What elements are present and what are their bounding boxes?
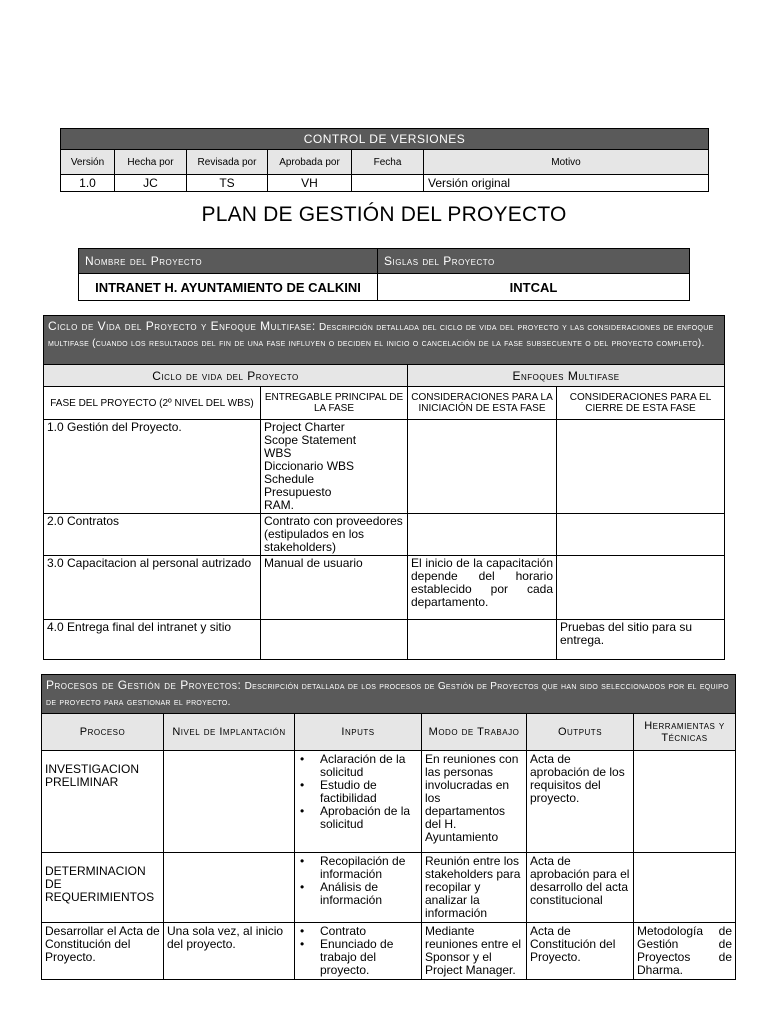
processes-table: [41, 674, 736, 980]
col-cierre: CONSIDERACIONES PARA EL CIERRE DE ESTA FASE: [557, 387, 725, 420]
deliverable-item: Project Charter: [264, 420, 345, 434]
life-cycle-header: [44, 316, 725, 365]
input-item: • Aclaración de la solicitud: [320, 753, 418, 779]
outputs-cell: Acta de aprobación de los requisitos del proyecto.: [527, 751, 634, 853]
tools-cell: Metodología de Gestión de Proyectos de Dharma.: [634, 923, 736, 980]
phase-cell: 1.0 Gestión del Proyecto.: [44, 420, 261, 514]
life-cycle-title: Ciclo de Vida del Proyecto y Enfoque Multifase:: [48, 319, 316, 333]
group-multiphase: Enfoques Multifase: [408, 365, 725, 387]
col-iniciacion: CONSIDERACIONES PARA LA INICIACIÓN DE ESTA FASE: [408, 387, 557, 420]
col-aprobada-por: Aprobada por: [268, 150, 352, 175]
col-fecha: Fecha: [352, 150, 424, 175]
process-cell: INVESTIGACION PRELIMINAR: [42, 751, 164, 853]
inputs-cell: [295, 751, 422, 853]
deliverable-cell: [261, 420, 408, 514]
col-motivo: Motivo: [424, 150, 709, 175]
deliverable-cell: Manual de usuario: [261, 556, 408, 620]
input-item: • Aprobación de la solicitud: [320, 805, 418, 831]
level-cell: [164, 751, 295, 853]
outputs-cell: Acta de Constitución del Proyecto.: [527, 923, 634, 980]
phase-cell: 2.0 Contratos: [44, 514, 261, 556]
deliverable-item: WBS: [264, 446, 292, 460]
deliverable-item: Presupuesto: [264, 485, 332, 499]
inputs-cell: [295, 923, 422, 980]
col-entregable: ENTREGABLE PRINCIPAL DE LA FASE: [261, 387, 408, 420]
col-proceso: Proceso: [42, 714, 164, 751]
processes-title: Procesos de Gestión de Proyectos:: [46, 678, 242, 692]
col-modo: Modo de Trabajo: [422, 714, 527, 751]
col-inputs: Inputs: [295, 714, 422, 751]
col-outputs: Outputs: [527, 714, 634, 751]
level-cell: [164, 853, 295, 923]
deliverable-cell: Contrato con proveedores (estipulados en los stakeholders): [261, 514, 408, 556]
cell-fecha: [352, 175, 424, 192]
start-consideration-cell: El inicio de la capacitación depende del horario establecido por cada departamento.: [408, 556, 557, 620]
cell-version: 1.0: [61, 175, 115, 192]
cell-hecha-por: JC: [115, 175, 187, 192]
mode-cell: Mediante reuniones entre el Sponsor y el Project Manager.: [422, 923, 527, 980]
cell-motivo: Versión original: [424, 175, 709, 192]
col-version: Versión: [61, 150, 115, 175]
input-item: • Análisis de información: [320, 881, 418, 907]
col-revisada-por: Revisada por: [187, 150, 268, 175]
outputs-cell: Acta de aprobación para el desarrollo del acta constitucional: [527, 853, 634, 923]
mode-cell: Reunión entre los stakeholders para recopilar y analizar la información: [422, 853, 527, 923]
col-nivel: Nivel de Implantación: [164, 714, 295, 751]
phase-cell: 3.0 Capacitacion al personal autrizado: [44, 556, 261, 620]
input-item: • Estudio de factibilidad: [320, 779, 418, 805]
close-consideration-cell: [557, 420, 725, 514]
processes-description: Descripción detallada de los procesos de Gestión de Proyectos que han sido seleccionados por el equipo de proyecto para gestionar el proyecto.: [46, 681, 729, 708]
life-cycle-table: [43, 315, 725, 660]
close-consideration-cell: [557, 556, 725, 620]
page-title: PLAN DE GESTIÓN DEL PROYECTO: [201, 203, 567, 226]
project-info-table: [78, 248, 690, 301]
cell-aprobada-por: VH: [268, 175, 352, 192]
close-consideration-cell: Pruebas del sitio para su entrega.: [557, 620, 725, 660]
col-fase: FASE DEL PROYECTO (2º NIVEL DEL WBS): [44, 387, 261, 420]
life-cycle-description: Descripción detallada del ciclo de vida del proyecto y las consideraciones de enfoque multifase (cuando los resultados del fin de una fase influyen o deciden el inicio o cancelación de la fase subsecuente o del proyecto completo).: [48, 322, 714, 349]
start-consideration-cell: [408, 514, 557, 556]
mode-cell: En reuniones con las personas involucradas en los departamentos del H. Ayuntamiento: [422, 751, 527, 853]
start-consideration-cell: [408, 420, 557, 514]
deliverable-cell: [261, 620, 408, 660]
project-name-label: Nombre del Proyecto: [79, 249, 378, 274]
deliverable-item: RAM.: [264, 498, 294, 512]
tools-cell: [634, 853, 736, 923]
cell-revisada-por: TS: [187, 175, 268, 192]
processes-header: [42, 675, 736, 714]
input-item: • Recopilación de información: [320, 855, 418, 881]
deliverable-item: Diccionario WBS: [264, 459, 355, 473]
phase-cell: 4.0 Entrega final del intranet y sitio: [44, 620, 261, 660]
inputs-cell: [295, 853, 422, 923]
project-acronym-label: Siglas del Proyecto: [378, 249, 690, 274]
process-cell: Desarrollar el Acta de Constitución del Proyecto.: [42, 923, 164, 980]
version-control-table: [60, 128, 709, 192]
close-consideration-cell: [557, 514, 725, 556]
tools-cell: [634, 751, 736, 853]
project-acronym: INTCAL: [378, 274, 690, 301]
col-herramientas: Herramientas y Técnicas: [634, 714, 736, 751]
col-hecha-por: Hecha por: [115, 150, 187, 175]
project-name: INTRANET H. AYUNTAMIENTO DE CALKINI: [79, 274, 378, 301]
start-consideration-cell: [408, 620, 557, 660]
group-life-cycle: Ciclo de vida del Proyecto: [44, 365, 408, 387]
deliverable-item: Scope Statement: [264, 433, 357, 447]
input-item: • Contrato: [320, 925, 418, 938]
version-control-title: CONTROL DE VERSIONES: [61, 129, 709, 150]
process-cell: DETERMINACION DE REQUERIMIENTOS: [42, 853, 164, 923]
deliverable-item: Schedule: [264, 472, 315, 486]
level-cell: Una sola vez, al inicio del proyecto.: [164, 923, 295, 980]
input-item: • Enunciado de trabajo del proyecto.: [320, 938, 418, 977]
